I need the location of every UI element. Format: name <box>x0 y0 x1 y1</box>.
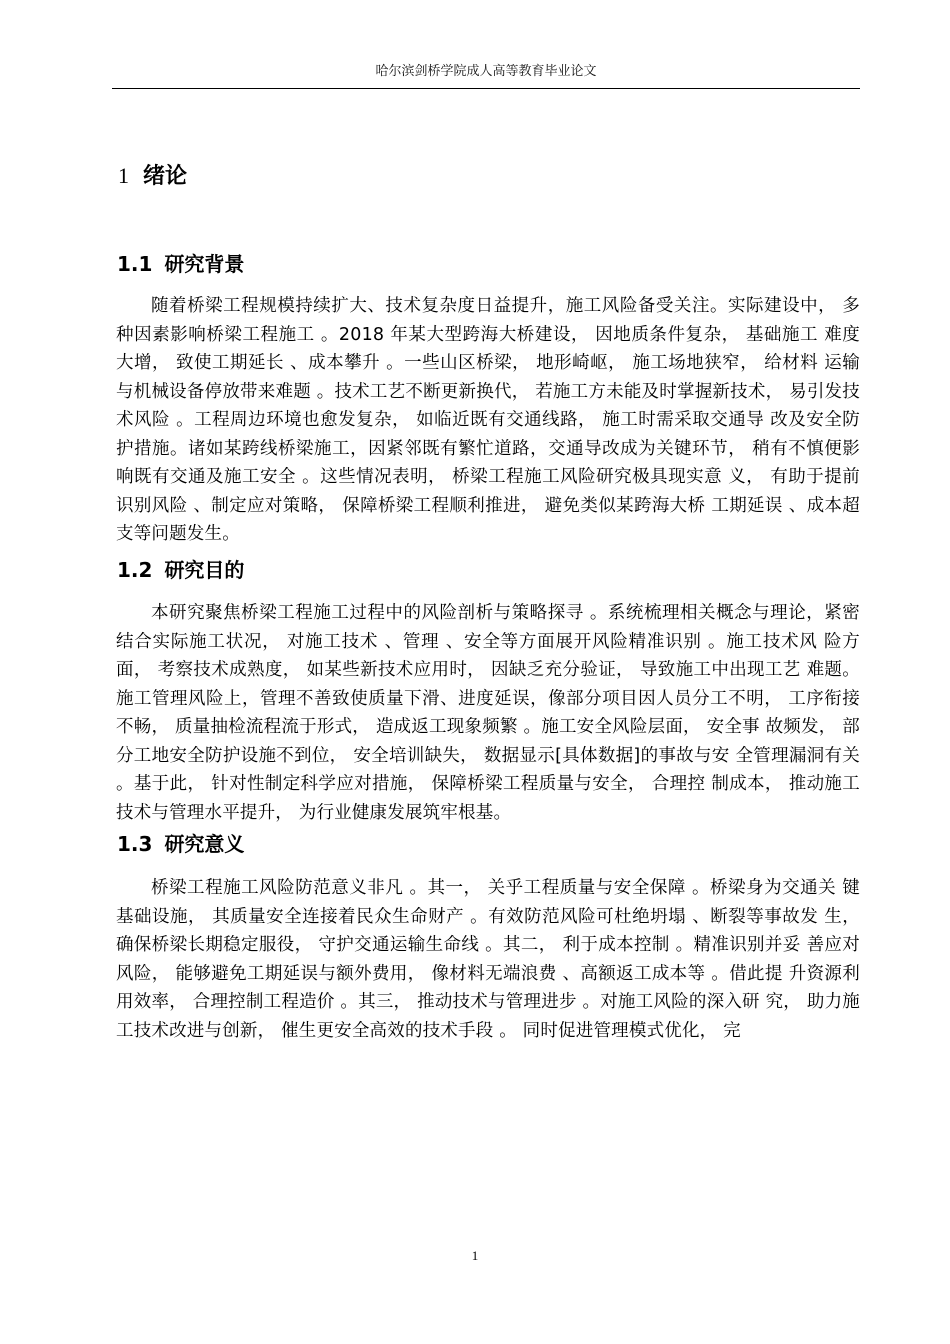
section-title-1-1 <box>117 250 244 278</box>
section-number: 1.1 <box>117 252 153 276</box>
page-number: 1 <box>471 1248 479 1263</box>
section-title-text: 研究意义 <box>164 832 245 856</box>
section-title-1-3 <box>117 830 244 858</box>
header-divider <box>112 88 860 89</box>
running-header: 哈尔滨剑桥学院成人高等教育毕业论文 <box>375 64 597 79</box>
paragraph-research-purpose: 本研究聚焦桥梁工程施工过程中的风险剖析与策略探寻 。系统梳理相关概念与理论，紧密结合实际施工状况， 对施工技术 、管理 、安全等方面展开风险精准识别 。施工技术风 险方面， 考察技术成熟度， 如某些新技术应用时， 因缺乏充分验证， 导致施工中出现工艺 难题。施工管理风险上，管理不善致使质量下滑、进度延误，像部分项目因人员分工不明， 工序衔接不畅， 质量抽检流程流于形式， 造成返工现象频繁 。施工安全风险层面， 安全事 故频发， 部分工地安全防护设施不到位， 安全培训缺失， 数据显示[具体数据]的事故与安 全管理漏洞有关 。基于此， 针对性制定科学应对措施， 保障桥梁工程质量与安全， 合理控 制成本， 推动施工技术与管理水平提升， 为行业健康发展筑牢根基。 <box>116 603 860 823</box>
section-title-text: 研究背景 <box>164 252 245 276</box>
section-number: 1.2 <box>117 558 153 582</box>
chapter-title-text: 绪论 <box>143 164 188 189</box>
chapter-title <box>118 160 187 193</box>
section-number: 1.3 <box>117 832 153 856</box>
section-title-1-2 <box>117 556 244 584</box>
paragraph-research-significance: 桥梁工程施工风险防范意义非凡 。其一， 关乎工程质量与安全保障 。桥梁身为交通关 键基础设施， 其质量安全连接着民众生命财产 。有效防范风险可杜绝坍塌 、断裂等事故发 生， 确保桥梁长期稳定服役， 守护交通运输生命线 。其二， 利于成本控制 。精准识别并妥 善应对风险， 能够避免工期延误与额外费用， 像材料无端浪费 、高额返工成本等 。借此提 升资源利用效率， 合理控制工程造价 。其三， 推动技术与管理进步 。对施工风险的深入研 究， 助力施工技术改进与创新， 催生更安全高效的技术手段 。 同时促进管理模式优化， 完 <box>116 878 860 1041</box>
section-title-text: 研究目的 <box>164 558 245 582</box>
paragraph-research-background: 随着桥梁工程规模持续扩大、技术复杂度日益提升，施工风险备受关注。实际建设中， 多种因素影响桥梁工程施工 。2018 年某大型跨海大桥建设， 因地质条件复杂， 基础施工 难度大增， 致使工期延长 、成本攀升 。一些山区桥梁， 地形崎岖， 施工场地狭窄， 给材料 运输与机械设备停放带来难题 。技术工艺不断更新换代， 若施工方未能及时掌握新技术， 易引发技术风险 。工程周边环境也愈发复杂， 如临近既有交通线路， 施工时需采取交通导 改及安全防护措施。诸如某跨线桥梁施工，因紧邻既有繁忙道路，交通导改成为关键环节， 稍有不慎便影响既有交通及施工安全 。这些情况表明， 桥梁工程施工风险研究极具现实意 义， 有助于提前识别风险 、制定应对策略， 保障桥梁工程顺利推进， 避免类似某跨海大桥 工期延误 、成本超支等问题发生。 <box>116 296 860 544</box>
chapter-number: 1 <box>118 163 129 188</box>
